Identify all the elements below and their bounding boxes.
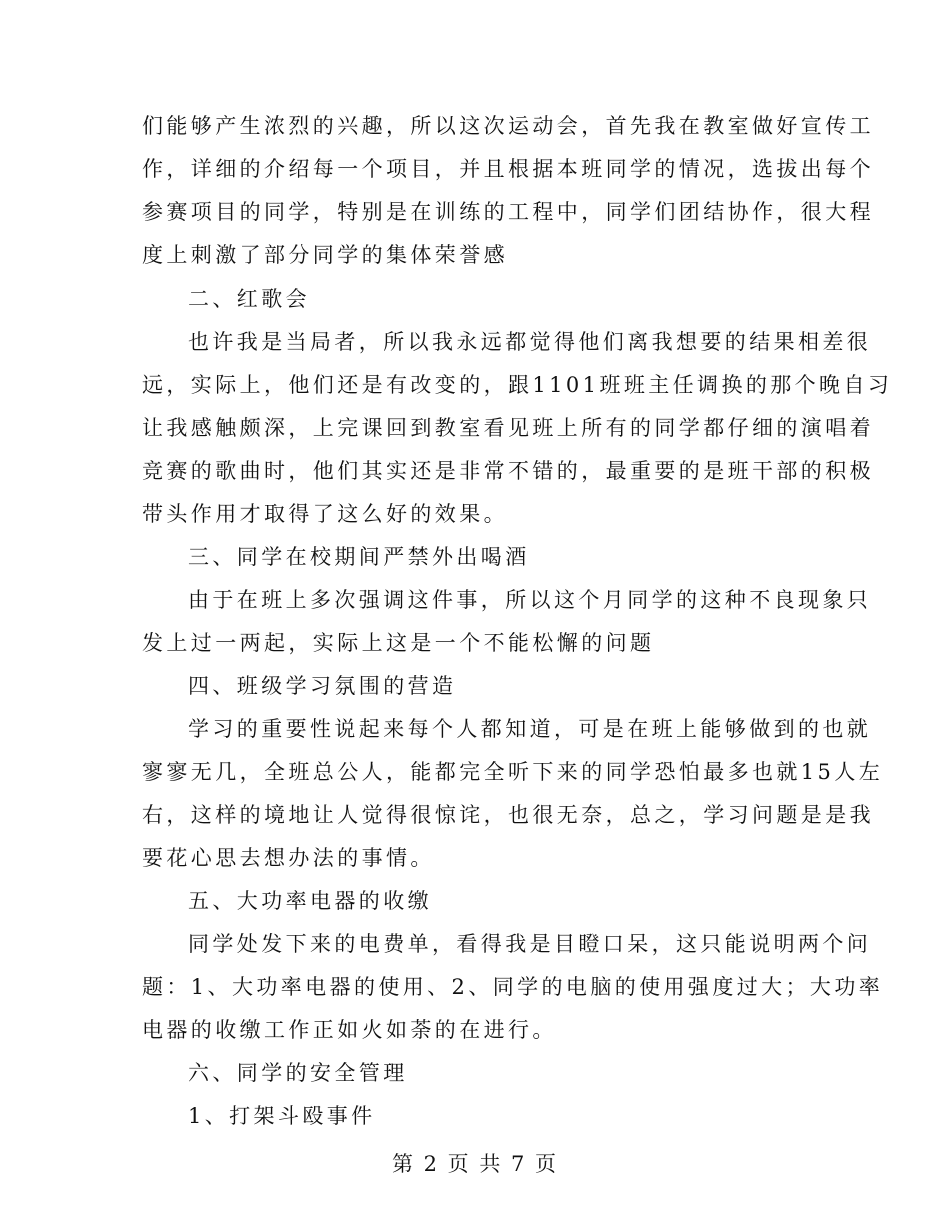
body-line: 发上过一两起，实际上这是一个不能松懈的问题	[142, 631, 655, 655]
body-line: 由于在班上多次强调这件事，所以这个月同学的这种不良现象只	[188, 588, 872, 612]
body-line: 寥寥无几，全班总公人，能都完全听下来的同学恐怕最多也就15人左	[142, 760, 884, 784]
body-line: 们能够产生浓烈的兴趣，所以这次运动会，首先我在教室做好宣传工	[142, 114, 874, 138]
body-line: 让我感触颇深，上完课回到教室看见班上所有的同学都仔细的演唱着	[142, 416, 874, 440]
body-line: 带头作用才取得了这么好的效果。	[142, 502, 508, 526]
body-line: 也许我是当局者，所以我永远都觉得他们离我想要的结果相差很	[188, 330, 872, 354]
body-line: 题：1、大功率电器的使用、2、同学的电脑的使用强度过大；大功率	[142, 975, 884, 999]
body-line: 电器的收缴工作正如火如荼的在进行。	[142, 1018, 557, 1042]
body-line: 作，详细的介绍每一个项目，并且根据本班同学的情况，选拔出每个	[142, 157, 874, 181]
body-line: 右，这样的境地让人觉得很惊诧，也很无奈，总之，学习问题是是我	[142, 803, 874, 827]
body-line: 竞赛的歌曲时，他们其实还是非常不错的，最重要的是班干部的积极	[142, 459, 874, 483]
section-heading: 五、大功率电器的收缴	[188, 889, 432, 913]
page-footer: 第 2 页 共 7 页	[391, 1152, 559, 1176]
body-line: 同学处发下来的电费单，看得我是目瞪口呆，这只能说明两个问	[188, 932, 872, 956]
section-heading: 四、班级学习氛围的营造	[188, 674, 457, 698]
subsection-heading: 1、打架斗殴事件	[188, 1104, 376, 1128]
body-line: 远，实际上，他们还是有改变的，跟1101班班主任调换的那个晚自习	[142, 373, 893, 397]
section-heading: 二、红歌会	[188, 287, 310, 311]
section-heading: 六、同学的安全管理	[188, 1061, 408, 1085]
body-line: 要花心思去想办法的事情。	[142, 846, 435, 870]
body-line: 学习的重要性说起来每个人都知道，可是在班上能够做到的也就	[188, 717, 872, 741]
body-line: 度上刺激了部分同学的集体荣誉感	[142, 243, 508, 267]
body-line: 参赛项目的同学，特别是在训练的工程中，同学们团结协作，很大程	[142, 200, 874, 224]
section-heading: 三、同学在校期间严禁外出喝酒	[188, 545, 530, 569]
